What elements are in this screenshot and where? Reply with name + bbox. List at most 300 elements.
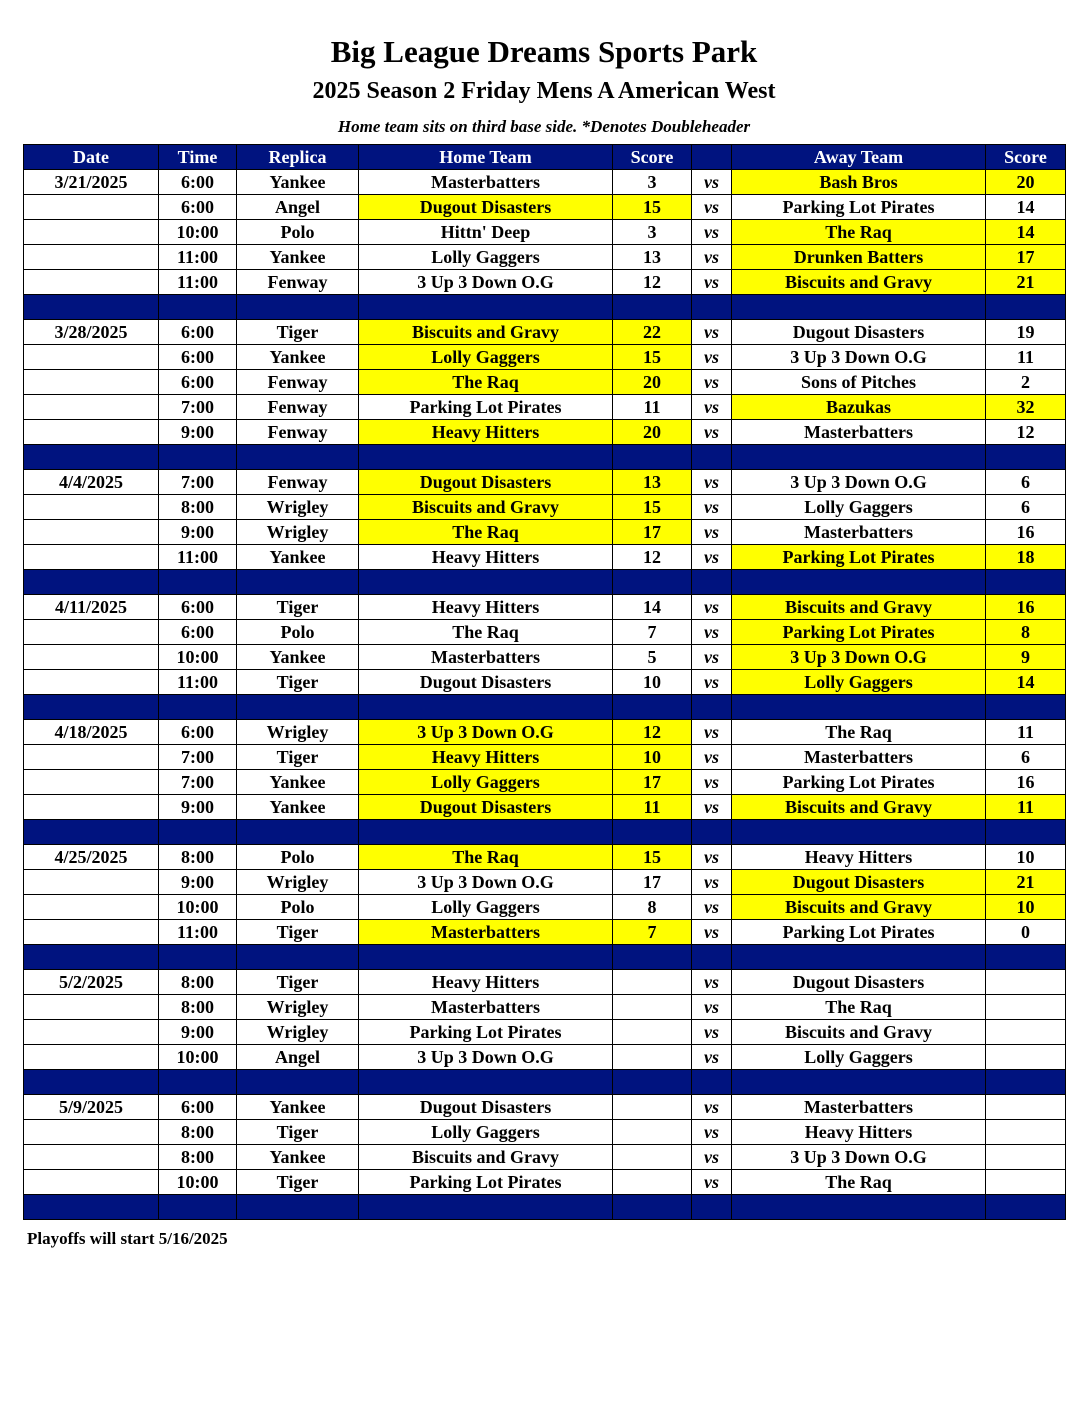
- game-time: 6:00: [159, 370, 237, 395]
- game-time: 8:00: [159, 1120, 237, 1145]
- away-score: 21: [986, 270, 1066, 295]
- game-time: 7:00: [159, 745, 237, 770]
- away-team: Parking Lot Pirates: [732, 545, 986, 570]
- game-date: 5/2/2025: [24, 970, 159, 995]
- week-separator: [24, 295, 1066, 320]
- away-score: 6: [986, 495, 1066, 520]
- vs-label: vs: [692, 795, 732, 820]
- vs-label: vs: [692, 270, 732, 295]
- away-score: 6: [986, 745, 1066, 770]
- game-date: [24, 220, 159, 245]
- home-score: 17: [613, 870, 692, 895]
- away-score: 32: [986, 395, 1066, 420]
- separator-cell: [237, 820, 359, 845]
- game-replica: Wrigley: [237, 520, 359, 545]
- away-team: Lolly Gaggers: [732, 495, 986, 520]
- game-time: 10:00: [159, 220, 237, 245]
- game-row: [24, 920, 1066, 945]
- game-row: [24, 170, 1066, 195]
- game-row: [24, 995, 1066, 1020]
- home-team: Hittn' Deep: [359, 220, 613, 245]
- game-row: [24, 495, 1066, 520]
- separator-cell: [732, 570, 986, 595]
- vs-label: vs: [692, 845, 732, 870]
- home-score: 5: [613, 645, 692, 670]
- game-row: [24, 845, 1066, 870]
- separator-cell: [613, 445, 692, 470]
- away-team: Bash Bros: [732, 170, 986, 195]
- vs-label: vs: [692, 870, 732, 895]
- col-header-date: Date: [24, 145, 159, 170]
- game-time: 8:00: [159, 495, 237, 520]
- game-date: [24, 495, 159, 520]
- home-score: 13: [613, 470, 692, 495]
- game-replica: Wrigley: [237, 495, 359, 520]
- game-date: [24, 1020, 159, 1045]
- separator-cell: [359, 945, 613, 970]
- separator-cell: [732, 445, 986, 470]
- col-header-away-team: Away Team: [732, 145, 986, 170]
- game-row: [24, 195, 1066, 220]
- home-team: Masterbatters: [359, 645, 613, 670]
- away-score: 8: [986, 620, 1066, 645]
- away-score: 16: [986, 595, 1066, 620]
- home-team: Lolly Gaggers: [359, 245, 613, 270]
- schedule-body: [24, 170, 1066, 1220]
- separator-cell: [159, 695, 237, 720]
- game-replica: Fenway: [237, 470, 359, 495]
- game-replica: Fenway: [237, 420, 359, 445]
- home-score: 12: [613, 270, 692, 295]
- vs-label: vs: [692, 920, 732, 945]
- game-replica: Wrigley: [237, 870, 359, 895]
- game-replica: Wrigley: [237, 995, 359, 1020]
- game-row: [24, 395, 1066, 420]
- separator-cell: [613, 570, 692, 595]
- home-team: Parking Lot Pirates: [359, 395, 613, 420]
- game-time: 9:00: [159, 870, 237, 895]
- separator-cell: [986, 945, 1066, 970]
- game-date: [24, 195, 159, 220]
- home-score: 8: [613, 895, 692, 920]
- home-team: Heavy Hitters: [359, 545, 613, 570]
- game-row: [24, 1170, 1066, 1195]
- game-row: [24, 545, 1066, 570]
- game-date: 3/21/2025: [24, 170, 159, 195]
- game-row: [24, 370, 1066, 395]
- game-date: [24, 620, 159, 645]
- home-score: 3: [613, 220, 692, 245]
- away-score: 11: [986, 795, 1066, 820]
- game-time: 7:00: [159, 395, 237, 420]
- game-time: 6:00: [159, 170, 237, 195]
- home-team: The Raq: [359, 520, 613, 545]
- separator-cell: [24, 1195, 159, 1220]
- home-team: Dugout Disasters: [359, 195, 613, 220]
- game-replica: Tiger: [237, 595, 359, 620]
- separator-cell: [24, 295, 159, 320]
- separator-cell: [159, 945, 237, 970]
- separator-cell: [613, 295, 692, 320]
- away-score: 11: [986, 345, 1066, 370]
- game-time: 10:00: [159, 895, 237, 920]
- game-date: 4/11/2025: [24, 595, 159, 620]
- home-score: 22: [613, 320, 692, 345]
- game-time: 6:00: [159, 1095, 237, 1120]
- away-score: 6: [986, 470, 1066, 495]
- separator-cell: [692, 820, 732, 845]
- home-score: 15: [613, 195, 692, 220]
- vs-label: vs: [692, 520, 732, 545]
- game-time: 6:00: [159, 620, 237, 645]
- away-team: Drunken Batters: [732, 245, 986, 270]
- week-separator: [24, 1195, 1066, 1220]
- home-score: [613, 1145, 692, 1170]
- separator-cell: [359, 295, 613, 320]
- game-replica: Tiger: [237, 670, 359, 695]
- separator-cell: [986, 570, 1066, 595]
- separator-cell: [986, 820, 1066, 845]
- game-date: 4/25/2025: [24, 845, 159, 870]
- week-separator: [24, 1070, 1066, 1095]
- away-score: 18: [986, 545, 1066, 570]
- away-score: 12: [986, 420, 1066, 445]
- game-replica: Tiger: [237, 1170, 359, 1195]
- game-replica: Angel: [237, 1045, 359, 1070]
- vs-label: vs: [692, 1045, 732, 1070]
- home-team: 3 Up 3 Down O.G: [359, 720, 613, 745]
- home-score: 13: [613, 245, 692, 270]
- game-replica: Polo: [237, 620, 359, 645]
- week-separator: [24, 820, 1066, 845]
- separator-cell: [359, 1195, 613, 1220]
- away-team: Lolly Gaggers: [732, 1045, 986, 1070]
- vs-label: vs: [692, 370, 732, 395]
- game-replica: Yankee: [237, 545, 359, 570]
- game-replica: Wrigley: [237, 1020, 359, 1045]
- week-separator: [24, 695, 1066, 720]
- separator-cell: [159, 820, 237, 845]
- away-team: Lolly Gaggers: [732, 670, 986, 695]
- game-date: [24, 795, 159, 820]
- game-date: [24, 920, 159, 945]
- game-replica: Polo: [237, 895, 359, 920]
- game-row: [24, 320, 1066, 345]
- col-header-home-team: Home Team: [359, 145, 613, 170]
- game-row: [24, 520, 1066, 545]
- separator-cell: [24, 445, 159, 470]
- home-score: 7: [613, 620, 692, 645]
- home-score: 15: [613, 845, 692, 870]
- vs-label: vs: [692, 970, 732, 995]
- game-row: [24, 620, 1066, 645]
- vs-label: vs: [692, 220, 732, 245]
- header-row: [24, 145, 1066, 170]
- home-team: Masterbatters: [359, 920, 613, 945]
- home-team: 3 Up 3 Down O.G: [359, 870, 613, 895]
- game-time: 11:00: [159, 245, 237, 270]
- game-time: 8:00: [159, 995, 237, 1020]
- game-date: [24, 520, 159, 545]
- game-row: [24, 345, 1066, 370]
- away-score: 14: [986, 195, 1066, 220]
- away-score: 19: [986, 320, 1066, 345]
- game-row: [24, 870, 1066, 895]
- game-replica: Tiger: [237, 745, 359, 770]
- game-date: [24, 1145, 159, 1170]
- away-team: 3 Up 3 Down O.G: [732, 645, 986, 670]
- game-time: 7:00: [159, 470, 237, 495]
- game-date: [24, 270, 159, 295]
- separator-cell: [237, 295, 359, 320]
- separator-cell: [692, 1195, 732, 1220]
- separator-cell: [732, 945, 986, 970]
- away-team: Masterbatters: [732, 420, 986, 445]
- away-team: The Raq: [732, 1170, 986, 1195]
- game-date: [24, 395, 159, 420]
- separator-cell: [613, 695, 692, 720]
- game-date: [24, 370, 159, 395]
- separator-cell: [986, 1195, 1066, 1220]
- home-team: Dugout Disasters: [359, 470, 613, 495]
- game-row: [24, 1045, 1066, 1070]
- separator-cell: [237, 570, 359, 595]
- game-replica: Angel: [237, 195, 359, 220]
- game-time: 6:00: [159, 720, 237, 745]
- away-team: Parking Lot Pirates: [732, 620, 986, 645]
- home-team: The Raq: [359, 370, 613, 395]
- home-score: 12: [613, 720, 692, 745]
- away-score: 21: [986, 870, 1066, 895]
- vs-label: vs: [692, 620, 732, 645]
- home-team: Heavy Hitters: [359, 595, 613, 620]
- game-replica: Yankee: [237, 245, 359, 270]
- home-team: Lolly Gaggers: [359, 770, 613, 795]
- home-score: 11: [613, 395, 692, 420]
- vs-label: vs: [692, 670, 732, 695]
- week-separator: [24, 945, 1066, 970]
- col-header-replica: Replica: [237, 145, 359, 170]
- home-score: [613, 1095, 692, 1120]
- game-row: [24, 1145, 1066, 1170]
- away-team: 3 Up 3 Down O.G: [732, 470, 986, 495]
- separator-cell: [359, 1070, 613, 1095]
- separator-cell: [237, 1195, 359, 1220]
- separator-cell: [732, 295, 986, 320]
- game-replica: Yankee: [237, 170, 359, 195]
- home-score: 14: [613, 595, 692, 620]
- home-team: Dugout Disasters: [359, 670, 613, 695]
- game-date: [24, 745, 159, 770]
- game-time: 9:00: [159, 1020, 237, 1045]
- separator-cell: [732, 1195, 986, 1220]
- game-date: [24, 1045, 159, 1070]
- game-date: 5/9/2025: [24, 1095, 159, 1120]
- away-team: Parking Lot Pirates: [732, 770, 986, 795]
- game-date: [24, 770, 159, 795]
- game-time: 11:00: [159, 920, 237, 945]
- away-team: The Raq: [732, 995, 986, 1020]
- vs-label: vs: [692, 595, 732, 620]
- separator-cell: [237, 695, 359, 720]
- home-team: Lolly Gaggers: [359, 345, 613, 370]
- away-score: 20: [986, 170, 1066, 195]
- game-date: [24, 245, 159, 270]
- away-team: The Raq: [732, 220, 986, 245]
- vs-label: vs: [692, 345, 732, 370]
- away-score: 0: [986, 920, 1066, 945]
- away-score: 16: [986, 770, 1066, 795]
- home-team: Heavy Hitters: [359, 745, 613, 770]
- game-time: 9:00: [159, 795, 237, 820]
- separator-cell: [732, 1070, 986, 1095]
- separator-cell: [359, 820, 613, 845]
- separator-cell: [159, 445, 237, 470]
- separator-cell: [613, 1195, 692, 1220]
- home-score: 15: [613, 495, 692, 520]
- game-row: [24, 795, 1066, 820]
- game-date: [24, 995, 159, 1020]
- away-team: Dugout Disasters: [732, 320, 986, 345]
- away-score: [986, 995, 1066, 1020]
- page-note: Home team sits on third base side. *Denotes Doubleheader: [337, 117, 751, 136]
- game-row: [24, 1095, 1066, 1120]
- away-team: Masterbatters: [732, 1095, 986, 1120]
- separator-cell: [359, 570, 613, 595]
- home-score: 10: [613, 670, 692, 695]
- game-date: [24, 1170, 159, 1195]
- vs-label: vs: [692, 1120, 732, 1145]
- game-replica: Polo: [237, 220, 359, 245]
- vs-label: vs: [692, 245, 732, 270]
- game-time: 9:00: [159, 520, 237, 545]
- game-date: [24, 1120, 159, 1145]
- separator-cell: [24, 1070, 159, 1095]
- game-row: [24, 770, 1066, 795]
- away-score: [986, 1045, 1066, 1070]
- separator-cell: [692, 945, 732, 970]
- game-date: [24, 870, 159, 895]
- game-replica: Tiger: [237, 1120, 359, 1145]
- separator-cell: [692, 1070, 732, 1095]
- vs-label: vs: [692, 645, 732, 670]
- home-team: Biscuits and Gravy: [359, 1145, 613, 1170]
- separator-cell: [732, 820, 986, 845]
- game-date: 4/18/2025: [24, 720, 159, 745]
- home-team: Dugout Disasters: [359, 1095, 613, 1120]
- separator-cell: [24, 695, 159, 720]
- away-score: 11: [986, 720, 1066, 745]
- home-team: Parking Lot Pirates: [359, 1170, 613, 1195]
- home-score: 15: [613, 345, 692, 370]
- game-date: 4/4/2025: [24, 470, 159, 495]
- col-header-away-score: Score: [986, 145, 1066, 170]
- home-team: Biscuits and Gravy: [359, 495, 613, 520]
- away-team: Biscuits and Gravy: [732, 1020, 986, 1045]
- separator-cell: [692, 570, 732, 595]
- away-team: Biscuits and Gravy: [732, 270, 986, 295]
- vs-label: vs: [692, 495, 732, 520]
- game-time: 11:00: [159, 270, 237, 295]
- separator-cell: [159, 1070, 237, 1095]
- away-score: 14: [986, 220, 1066, 245]
- home-score: 10: [613, 745, 692, 770]
- away-score: 10: [986, 895, 1066, 920]
- game-date: [24, 670, 159, 695]
- home-score: [613, 995, 692, 1020]
- separator-cell: [986, 295, 1066, 320]
- game-row: [24, 595, 1066, 620]
- game-time: 8:00: [159, 970, 237, 995]
- away-team: Biscuits and Gravy: [732, 595, 986, 620]
- home-score: 3: [613, 170, 692, 195]
- game-row: [24, 470, 1066, 495]
- away-score: 17: [986, 245, 1066, 270]
- game-time: 8:00: [159, 1145, 237, 1170]
- home-team: The Raq: [359, 620, 613, 645]
- game-replica: Yankee: [237, 345, 359, 370]
- game-time: 11:00: [159, 545, 237, 570]
- game-time: 10:00: [159, 645, 237, 670]
- separator-cell: [24, 820, 159, 845]
- away-team: Sons of Pitches: [732, 370, 986, 395]
- separator-cell: [613, 1070, 692, 1095]
- vs-label: vs: [692, 545, 732, 570]
- vs-label: vs: [692, 895, 732, 920]
- game-row: [24, 745, 1066, 770]
- game-row: [24, 270, 1066, 295]
- game-time: 6:00: [159, 595, 237, 620]
- separator-cell: [359, 695, 613, 720]
- home-team: Masterbatters: [359, 170, 613, 195]
- vs-label: vs: [692, 1095, 732, 1120]
- away-score: 16: [986, 520, 1066, 545]
- vs-label: vs: [692, 170, 732, 195]
- vs-label: vs: [692, 395, 732, 420]
- away-team: Masterbatters: [732, 520, 986, 545]
- away-team: 3 Up 3 Down O.G: [732, 1145, 986, 1170]
- separator-cell: [692, 295, 732, 320]
- vs-label: vs: [692, 995, 732, 1020]
- vs-label: vs: [692, 770, 732, 795]
- away-score: [986, 970, 1066, 995]
- game-row: [24, 720, 1066, 745]
- game-time: 6:00: [159, 195, 237, 220]
- home-score: 17: [613, 520, 692, 545]
- away-score: 10: [986, 845, 1066, 870]
- game-row: [24, 420, 1066, 445]
- game-replica: Tiger: [237, 320, 359, 345]
- away-team: 3 Up 3 Down O.G: [732, 345, 986, 370]
- separator-cell: [24, 570, 159, 595]
- game-time: 11:00: [159, 670, 237, 695]
- separator-cell: [24, 945, 159, 970]
- vs-label: vs: [692, 1145, 732, 1170]
- separator-cell: [159, 295, 237, 320]
- vs-label: vs: [692, 470, 732, 495]
- vs-label: vs: [692, 1170, 732, 1195]
- page-title: Big League Dreams Sports Park: [330, 34, 758, 69]
- game-row: [24, 670, 1066, 695]
- home-score: 17: [613, 770, 692, 795]
- separator-cell: [986, 695, 1066, 720]
- home-team: Biscuits and Gravy: [359, 320, 613, 345]
- game-time: 6:00: [159, 320, 237, 345]
- separator-cell: [613, 820, 692, 845]
- game-time: 9:00: [159, 420, 237, 445]
- game-date: [24, 345, 159, 370]
- home-score: 12: [613, 545, 692, 570]
